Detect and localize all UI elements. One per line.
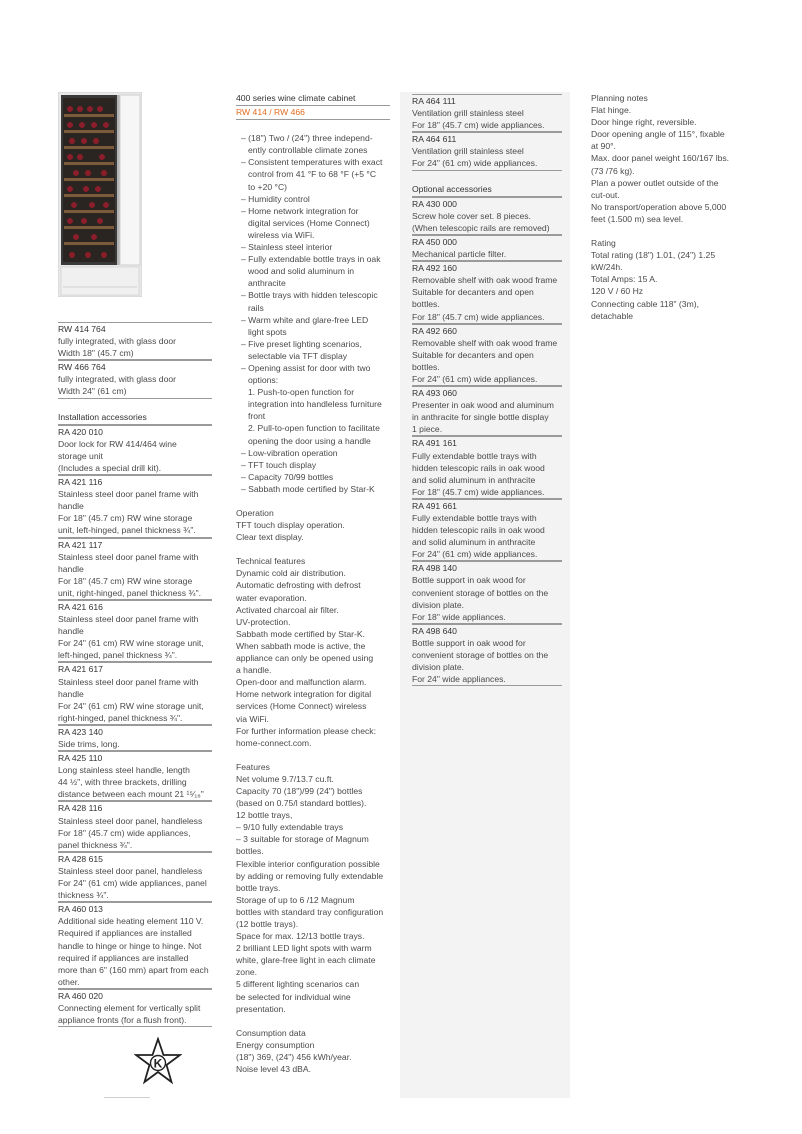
planning-line: feet (1.500 m) sea level. — [591, 213, 684, 224]
features-line: Net volume 9.7/13.7 cu.ft. — [236, 773, 334, 784]
install-accessory-line: Stainless steel door panel, handleless — [58, 815, 203, 826]
feature-bullet-line: – Consistent temperatures with exact — [241, 157, 383, 168]
technical-line: appliance can only be opened using — [236, 653, 374, 664]
planning-notes-title: Planning notes — [591, 93, 648, 103]
technical-line: When sabbath mode is active, the — [236, 640, 366, 651]
optional-accessory-note: For 18" (45.7 cm) wide appliances. — [412, 486, 562, 499]
rating-title: Rating — [591, 238, 616, 249]
optional-accessory-note: 1 piece. — [412, 423, 562, 436]
optional-accessory-code: RA 493 060 — [412, 386, 562, 399]
install-accessory-note: distance between each mount 21 ¹⁵⁄₁₆" — [58, 788, 212, 801]
feature-bullet-line: – Fully extendable bottle trays in oak — [241, 254, 381, 265]
optional-accessory-line: Suitable for decanters and open — [412, 287, 534, 298]
install-accessory-code: RA 425 110 — [58, 751, 212, 764]
optional-accessories-title: Optional accessories — [412, 183, 562, 197]
svg-text:K: K — [153, 1056, 163, 1071]
ventilation-grill-line: Ventilation grill stainless steel — [412, 108, 524, 119]
planning-line: at 90°. — [591, 141, 616, 152]
operation-title: Operation — [236, 508, 274, 518]
install-accessory-note: other. — [58, 976, 212, 989]
install-accessory-line: handle — [58, 501, 84, 512]
planning-line: (73 /76 kg). — [591, 165, 635, 176]
operation-line: Clear text display. — [236, 532, 304, 543]
footer-rule — [104, 1097, 150, 1098]
feature-bullet-line: – (18") Two / (24") three independ- — [241, 133, 373, 144]
install-accessory-code: RA 421 616 — [58, 600, 212, 613]
features-line: white, glare-free light in each climate — [236, 955, 376, 966]
features-line: 12 bottle trays, — [236, 810, 293, 821]
feature-bullet-line: – Stainless steel interior — [241, 242, 333, 253]
feature-bullet-line: 2. Pull-to-open function to facilitate — [248, 423, 380, 434]
feature-bullet-line: digital services (Home Connect) — [248, 217, 370, 228]
install-accessory-line: For 24" (61 cm) wide appliances, panel — [58, 878, 207, 889]
optional-accessory-line: bottles. — [412, 361, 440, 372]
model-code: RW 414 764 — [58, 322, 212, 335]
technical-line: home-connect.com. — [236, 737, 312, 748]
optional-accessory-code: RA 498 140 — [412, 561, 562, 574]
rating-line: 120 V / 60 Hz — [591, 286, 644, 297]
optional-accessory-code: RA 492 660 — [412, 324, 562, 337]
model-line: fully integrated, with glass door — [58, 336, 176, 347]
feature-bullet-line: options: — [248, 375, 279, 386]
feature-bullet-line: selectable via TFT display — [248, 350, 348, 361]
optional-accessory-note: (When telescopic rails are removed) — [412, 222, 562, 235]
optional-accessory-line: hidden telescopic rails in oak wood — [412, 462, 545, 473]
spacer — [236, 749, 390, 761]
install-accessory-code: RA 428 615 — [58, 852, 212, 865]
optional-accessory-note: For 18" (45.7 cm) wide appliances. — [412, 311, 562, 324]
features-line: – 3 suitable for storage of Magnum — [236, 834, 369, 845]
optional-accessory-line: and solid aluminum in anthracite — [412, 474, 536, 485]
install-accessory-code: RA 423 140 — [58, 725, 212, 738]
optional-accessory-code: RA 491 661 — [412, 499, 562, 512]
column-product-description — [236, 92, 390, 1075]
feature-bullet-line: – Home network integration for — [241, 205, 359, 216]
planning-line: Max. door panel weight 160/167 lbs. — [591, 153, 730, 164]
feature-bullet-line: rails — [248, 302, 264, 313]
rating-line: Total Amps: 15 A. — [591, 274, 658, 285]
optional-accessory-line: Bottle support in oak wood for — [412, 575, 526, 586]
star-k-kosher-logo — [134, 1037, 182, 1087]
install-accessory-line: handle — [58, 626, 84, 637]
install-accessory-line: For 24" (61 cm) RW wine storage unit, — [58, 700, 204, 711]
features-line: be selected for individual wine — [236, 991, 351, 1002]
optional-accessory-line: division plate. — [412, 599, 465, 610]
planning-line: No transport/operation above 5,000 — [591, 201, 727, 212]
rating-line: Connecting cable 118" (3m), — [591, 298, 699, 309]
technical-line: Home network integration for digital — [236, 689, 372, 700]
install-accessory-code: RA 420 010 — [58, 425, 212, 438]
features-line: (based on 0.75/l standard bottles). — [236, 798, 367, 809]
feature-bullet-line: – Sabbath mode certified by Star-K — [241, 483, 375, 494]
optional-accessory-line: Removable shelf with oak wood frame — [412, 275, 558, 286]
install-accessory-line: Stainless steel door panel frame with — [58, 676, 199, 687]
optional-accessory-line: Screw hole cover set. 8 pieces. — [412, 210, 531, 221]
technical-line: Sabbath mode certified by Star-K. — [236, 628, 365, 639]
install-accessory-code: RA 421 617 — [58, 662, 212, 675]
spacer — [236, 543, 390, 555]
ventilation-grill-note: For 18" (45.7 cm) wide appliances. — [412, 119, 562, 132]
install-accessory-line: Long stainless steel handle, length — [58, 765, 190, 776]
technical-line: UV-protection. — [236, 616, 291, 627]
consumption-title: Consumption data — [236, 1027, 306, 1038]
model-note: Width 18" (45.7 cm) — [58, 347, 212, 360]
rating-line: Total rating (18") 1.01, (24") 1.25 — [591, 250, 716, 261]
install-accessory-note: Side trims, long. — [58, 738, 212, 751]
spacer — [412, 171, 562, 183]
wine-cabinet-image — [58, 92, 142, 297]
feature-bullet-line: to +20 °C) — [248, 181, 288, 192]
install-accessory-note: panel thickness ¾". — [58, 839, 212, 852]
features-line: zone. — [236, 967, 258, 978]
optional-accessory-code: RA 450 000 — [412, 235, 562, 248]
optional-accessory-line: Fully extendable bottle trays with — [412, 450, 537, 461]
install-accessory-line: Door lock for RW 414/464 wine — [58, 438, 177, 449]
feature-bullet-line: – Five preset lighting scenarios, — [241, 338, 362, 349]
spacer — [591, 225, 771, 237]
spacer — [236, 120, 390, 132]
optional-accessory-code: RA 492 160 — [412, 261, 562, 274]
features-line: (12 bottle trays). — [236, 919, 299, 929]
features-line: Flexible interior configuration possible — [236, 858, 380, 869]
install-accessory-code: RA 428 116 — [58, 801, 212, 814]
technical-features-title: Technical features — [236, 556, 306, 567]
optional-accessory-line: bottles. — [412, 299, 440, 310]
planning-line: Flat hinge. — [591, 105, 632, 116]
optional-accessory-line: Removable shelf with oak wood frame — [412, 337, 558, 348]
install-accessory-note: left-hinged, panel thickness ¾". — [58, 649, 212, 662]
optional-accessory-note: For 18" wide appliances. — [412, 611, 562, 624]
spacer — [58, 399, 212, 411]
feature-bullet-line: wood and solid aluminum in — [248, 266, 355, 277]
optional-accessory-line: Presenter in oak wood and aluminum — [412, 400, 554, 411]
install-accessory-line: handle — [58, 688, 84, 699]
consumption-line: Energy consumption — [236, 1039, 315, 1050]
consumption-line: Noise level 43 dBA. — [236, 1064, 311, 1075]
install-accessory-line: Connecting element for vertically split — [58, 1002, 201, 1013]
feature-bullet-line: wireless via WiFi. — [248, 229, 315, 240]
optional-accessory-note: For 24" (61 cm) wide appliances. — [412, 548, 562, 561]
technical-line: For further information please check: — [236, 725, 376, 736]
feature-bullet-line: front — [248, 411, 266, 422]
technical-line: a handle. — [236, 665, 272, 676]
install-accessory-note: unit, right-hinged, panel thickness ¾". — [58, 587, 212, 600]
spacer — [236, 495, 390, 507]
optional-accessory-line: division plate. — [412, 662, 465, 673]
install-accessory-line: more than 6" (160 mm) apart from each — [58, 964, 209, 975]
feature-bullet-line: 1. Push-to-open function for — [248, 387, 355, 398]
model-code: RW 466 764 — [58, 360, 212, 373]
feature-bullet-line: – TFT touch display — [241, 459, 317, 470]
model-numbers: RW 414 / RW 466 — [236, 106, 390, 120]
series-title: 400 series wine climate cabinet — [236, 92, 390, 106]
install-accessory-code: RA 421 116 — [58, 475, 212, 488]
feature-bullet-line: – Opening assist for door with two — [241, 362, 371, 373]
features-line: Space for max. 12/13 bottle trays. — [236, 931, 365, 942]
optional-accessory-line: convenient storage of bottles on the — [412, 650, 549, 661]
features-line: presentation. — [236, 1003, 286, 1014]
optional-accessory-line: Fully extendable bottle trays with — [412, 513, 537, 523]
column-planning-rating — [591, 92, 771, 322]
features-line: Capacity 70 (18")/99 (24") bottles — [236, 785, 363, 796]
optional-accessory-line: and solid aluminum in anthracite — [412, 537, 536, 548]
feature-bullet-line: – Warm white and glare-free LED — [241, 314, 369, 325]
install-accessory-code: RA 460 013 — [58, 902, 212, 915]
optional-accessory-line: Bottle support in oak wood for — [412, 637, 526, 648]
feature-bullet-line: – Capacity 70/99 bottles — [241, 471, 334, 482]
technical-line: via WiFi. — [236, 713, 269, 724]
install-accessory-line: handle — [58, 563, 84, 574]
ventilation-grill-note: For 24" (61 cm) wide appliances. — [412, 157, 562, 170]
install-accessory-note: right-hinged, panel thickness ¾". — [58, 712, 212, 725]
install-accessory-line: For 24" (61 cm) RW wine storage unit, — [58, 638, 204, 649]
feature-bullet-line: – Bottle trays with hidden telescopic — [241, 290, 378, 301]
ventilation-grill-code: RA 464 611 — [412, 132, 562, 145]
optional-accessory-line: in anthracite for single bottle display — [412, 412, 549, 423]
install-accessory-line: Stainless steel door panel, handleless — [58, 865, 203, 876]
technical-line: Open-door and malfunction alarm. — [236, 677, 367, 688]
planning-line: Door opening angle of 115°, fixable — [591, 129, 725, 140]
install-accessory-line: handle to hinge or hinge to hinge. Not — [58, 940, 202, 951]
optional-accessory-line: Suitable for decanters and open — [412, 349, 534, 360]
features-line: 5 different lighting scenarios can — [236, 979, 360, 990]
install-accessory-line: required if appliances are installed — [58, 952, 189, 963]
install-accessory-line: For 18" (45.7 cm) wide appliances, — [58, 827, 191, 838]
features-line: – 9/10 fully extendable trays — [236, 822, 344, 833]
features-title: Features — [236, 761, 270, 772]
planning-line: Plan a power outlet outside of the — [591, 177, 719, 188]
install-accessory-line: Stainless steel door panel frame with — [58, 614, 199, 625]
install-accessory-note: thickness ¾". — [58, 889, 212, 902]
install-accessory-line: Stainless steel door panel frame with — [58, 489, 199, 500]
technical-line: Activated charcoal air filter. — [236, 604, 339, 615]
install-accessory-code: RA 421 117 — [58, 538, 212, 551]
features-line: bottle trays. — [236, 882, 281, 893]
model-line: fully integrated, with glass door — [58, 374, 176, 385]
feature-bullet-line: integration into handleless furniture — [248, 399, 382, 410]
install-accessory-line: 44 ½", with three brackets, drilling — [58, 777, 187, 788]
install-accessory-note: unit, left-hinged, panel thickness ¾". — [58, 524, 212, 537]
feature-bullet-line: – Humidity control — [241, 193, 310, 204]
optional-accessory-note: Mechanical particle filter. — [412, 248, 562, 261]
technical-line: services (Home Connect) wireless — [236, 701, 367, 712]
optional-accessory-line: hidden telescopic rails in oak wood — [412, 525, 545, 536]
optional-accessory-note: For 24" (61 cm) wide appliances. — [412, 373, 562, 386]
install-accessory-line: For 18" (45.7 cm) RW wine storage — [58, 513, 193, 524]
install-accessory-line: Additional side heating element 110 V. — [58, 916, 204, 927]
technical-line: water evaporation. — [236, 592, 307, 603]
install-accessory-line: Stainless steel door panel frame with — [58, 551, 199, 562]
feature-bullet-line: ently controllable climate zones — [248, 145, 368, 156]
install-accessory-line: Required if appliances are installed — [58, 928, 192, 939]
column-models-installation — [58, 322, 212, 1027]
technical-line: Automatic defrosting with defrost — [236, 580, 361, 591]
install-accessory-note: appliance fronts (for a flush front). — [58, 1014, 212, 1027]
features-line: bottles with standard tray configuration — [236, 906, 384, 917]
install-accessory-line: storage unit — [58, 450, 103, 461]
optional-accessory-note: For 24" wide appliances. — [412, 673, 562, 686]
install-accessory-note: (Includes a special drill kit). — [58, 462, 212, 475]
optional-accessory-code: RA 430 000 — [412, 197, 562, 210]
spacer — [236, 1015, 390, 1027]
rating-line: detachable — [591, 310, 634, 321]
technical-line: Dynamic cold air distribution. — [236, 568, 346, 579]
planning-line: Door hinge right, reversible. — [591, 117, 697, 128]
installation-accessories-title: Installation accessories — [58, 411, 212, 425]
operation-line: TFT touch display operation. — [236, 520, 345, 531]
install-accessory-line: For 18" (45.7 cm) RW wine storage — [58, 575, 193, 586]
consumption-line: (18") 369, (24") 456 kWh/year. — [236, 1051, 352, 1062]
ventilation-grill-code: RA 464 111 — [412, 94, 562, 107]
features-line: by adding or removing fully extendable — [236, 870, 384, 881]
feature-bullet-line: control from 41 °F to 68 °F (+5 °C — [248, 169, 377, 180]
install-accessory-code: RA 460 020 — [58, 989, 212, 1002]
optional-accessory-line: convenient storage of bottles on the — [412, 587, 549, 598]
feature-bullet-line: anthracite — [248, 278, 286, 289]
feature-bullet-line: opening the door using a handle — [248, 435, 371, 446]
planning-line: cut-out. — [591, 189, 620, 200]
optional-accessory-code: RA 491 161 — [412, 436, 562, 449]
feature-bullet-line: – Low-vibration operation — [241, 447, 338, 458]
ventilation-grill-line: Ventilation grill stainless steel — [412, 146, 524, 157]
model-note: Width 24" (61 cm) — [58, 385, 212, 398]
features-line: Storage of up to 6 /12 Magnum — [236, 894, 355, 905]
features-line: 2 brilliant LED light spots with warm — [236, 943, 372, 954]
optional-accessory-code: RA 498 640 — [412, 624, 562, 637]
features-line: bottles. — [236, 846, 264, 857]
column-accessories — [400, 92, 570, 1098]
feature-bullet-line: light spots — [248, 326, 287, 337]
rating-line: kW/24h. — [591, 262, 623, 273]
